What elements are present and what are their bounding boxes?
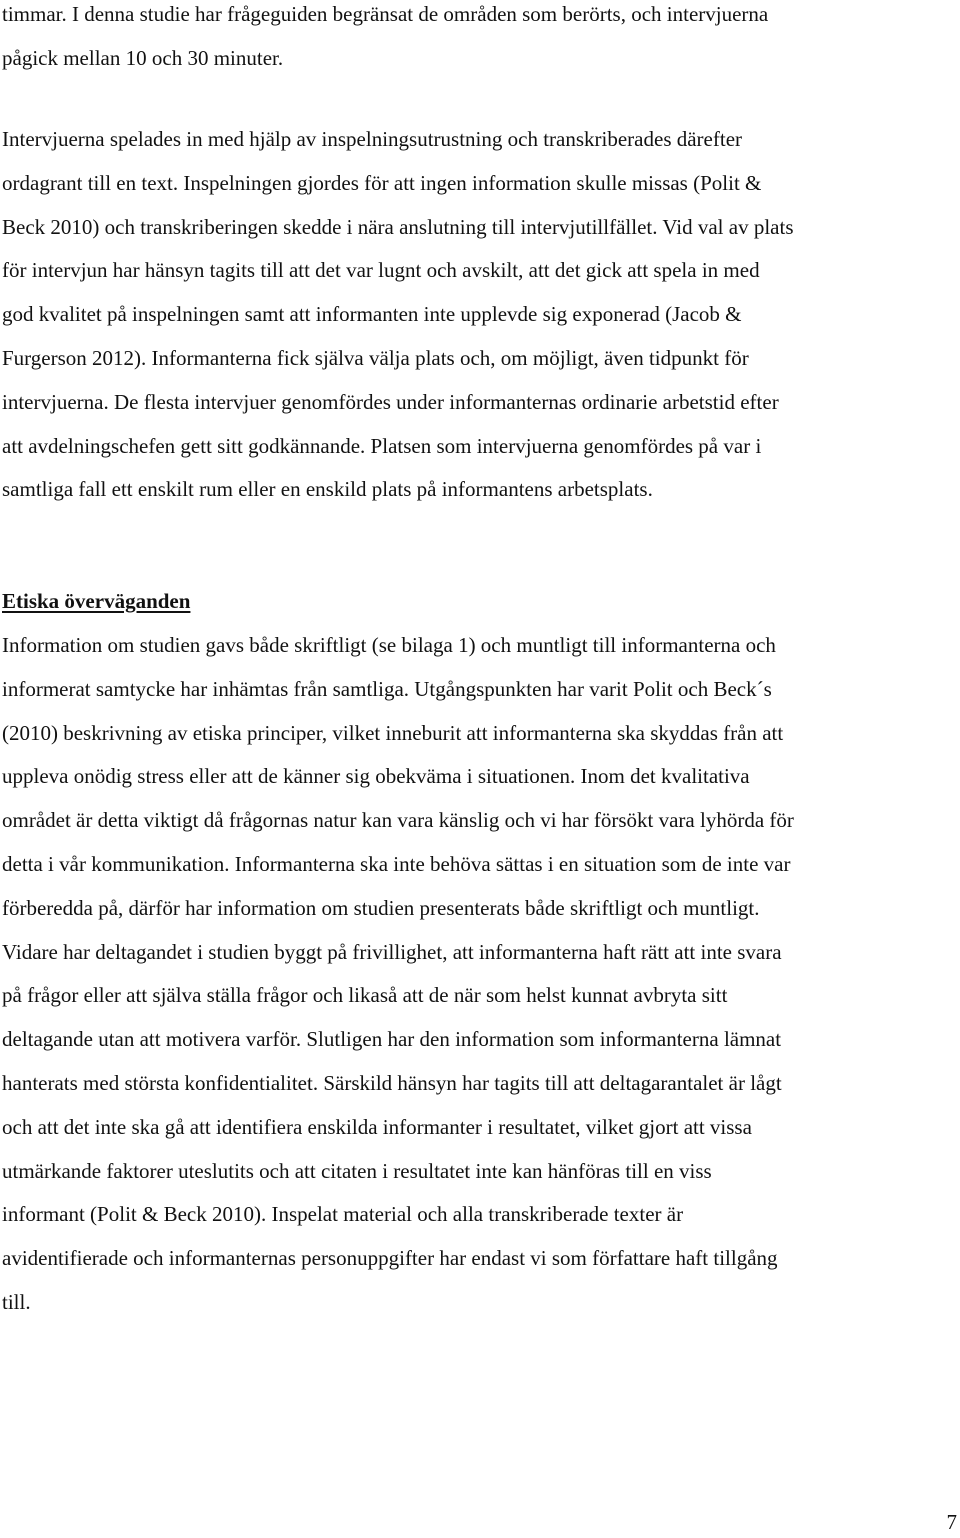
- text-line: förberedda på, därför har information om studien presenterats både skriftligt och muntligt.: [2, 895, 760, 920]
- text-line: området är detta viktigt då frågornas natur kan vara känslig och vi har försökt vara lyhörda för: [2, 808, 794, 833]
- text-line: Information om studien gavs både skriftligt (se bilaga 1) och muntligt till informanterna och: [2, 633, 776, 657]
- text-line: deltagande utan att motivera varför. Slutligen har den information som informanterna lämnat: [2, 1027, 782, 1052]
- text-line: utmärkande faktorer uteslutits och att citaten i resultatet inte kan hänföras till en viss: [2, 1158, 712, 1183]
- section-heading-container: [2, 580, 958, 624]
- text-line: timmar. I denna studie har frågeguiden begränsat de områden som berörts, och intervjuerna: [2, 2, 769, 26]
- page-number: 7: [946, 1510, 957, 1534]
- text-line: intervjuerna. De flesta intervjuer genomfördes under informanternas ordinarie arbetstid efter: [2, 389, 779, 414]
- text-line: pågick mellan 10 och 30 minuter.: [2, 45, 284, 70]
- section-heading: Etiska överväganden: [2, 589, 191, 613]
- text-line: att avdelningschefen gett sitt godkännande. Platsen som intervjuerna genomfördes på var i: [2, 433, 762, 458]
- text-line: på frågor eller att själva ställa frågor och likaså att de när som helst kunnat avbryta sitt: [2, 983, 728, 1008]
- text-line: detta i vår kommunikation. Informanterna ska inte behöva sättas i en situation som de inte var: [2, 851, 791, 876]
- paragraph-interview-duration: [2, 0, 958, 81]
- paragraph-ethics: [2, 624, 958, 1325]
- text-line: ordagrant till en text. Inspelningen gjordes för att ingen information skulle missas (Polit &: [2, 170, 762, 195]
- text-line: Intervjuerna spelades in med hjälp av inspelningsutrustning och transkriberades därefter: [2, 127, 743, 151]
- text-line: informerat samtycke har inhämtas från samtliga. Utgångspunkten har varit Polit och Beck´s: [2, 676, 772, 701]
- text-line: Furgerson 2012). Informanterna fick själva välja plats och, om möjligt, även tidpunkt för: [2, 345, 749, 370]
- text-line: hanterats med största konfidentialitet. Särskild hänsyn har tagits till att deltagarantalet är lågt: [2, 1070, 782, 1095]
- text-line: god kvalitet på inspelningen samt att informanten inte upplevde sig exponerad (Jacob &: [2, 302, 742, 327]
- text-line: för intervjun har hänsyn tagits till att det var lugnt och avskilt, att det gick att spela in med: [2, 258, 760, 283]
- text-line: avidentifierade och informanternas personuppgifter har endast vi som författare haft tillgång: [2, 1246, 778, 1271]
- text-line: samtliga fall ett enskilt rum eller en enskild plats på informantens arbetsplats.: [2, 477, 653, 502]
- text-line: till.: [2, 1289, 31, 1314]
- paragraph-recording: [2, 118, 958, 512]
- text-line: (2010) beskrivning av etiska principer, vilket inneburit att informanterna ska skyddas från att: [2, 720, 784, 745]
- text-line: uppleva onödig stress eller att de känner sig obekväma i situationen. Inom det kvalitativa: [2, 764, 750, 789]
- text-line: Vidare har deltagandet i studien byggt på frivillighet, att informanterna haft rätt att inte svara: [2, 939, 782, 964]
- text-line: informant (Polit & Beck 2010). Inspelat material och alla transkriberade texter är: [2, 1202, 684, 1227]
- text-line: Beck 2010) och transkriberingen skedde i nära anslutning till intervjutillfället. Vid val av plats: [2, 214, 794, 239]
- text-line: och att det inte ska gå att identifiera enskilda informanter i resultatet, vilket gjort att vissa: [2, 1114, 752, 1139]
